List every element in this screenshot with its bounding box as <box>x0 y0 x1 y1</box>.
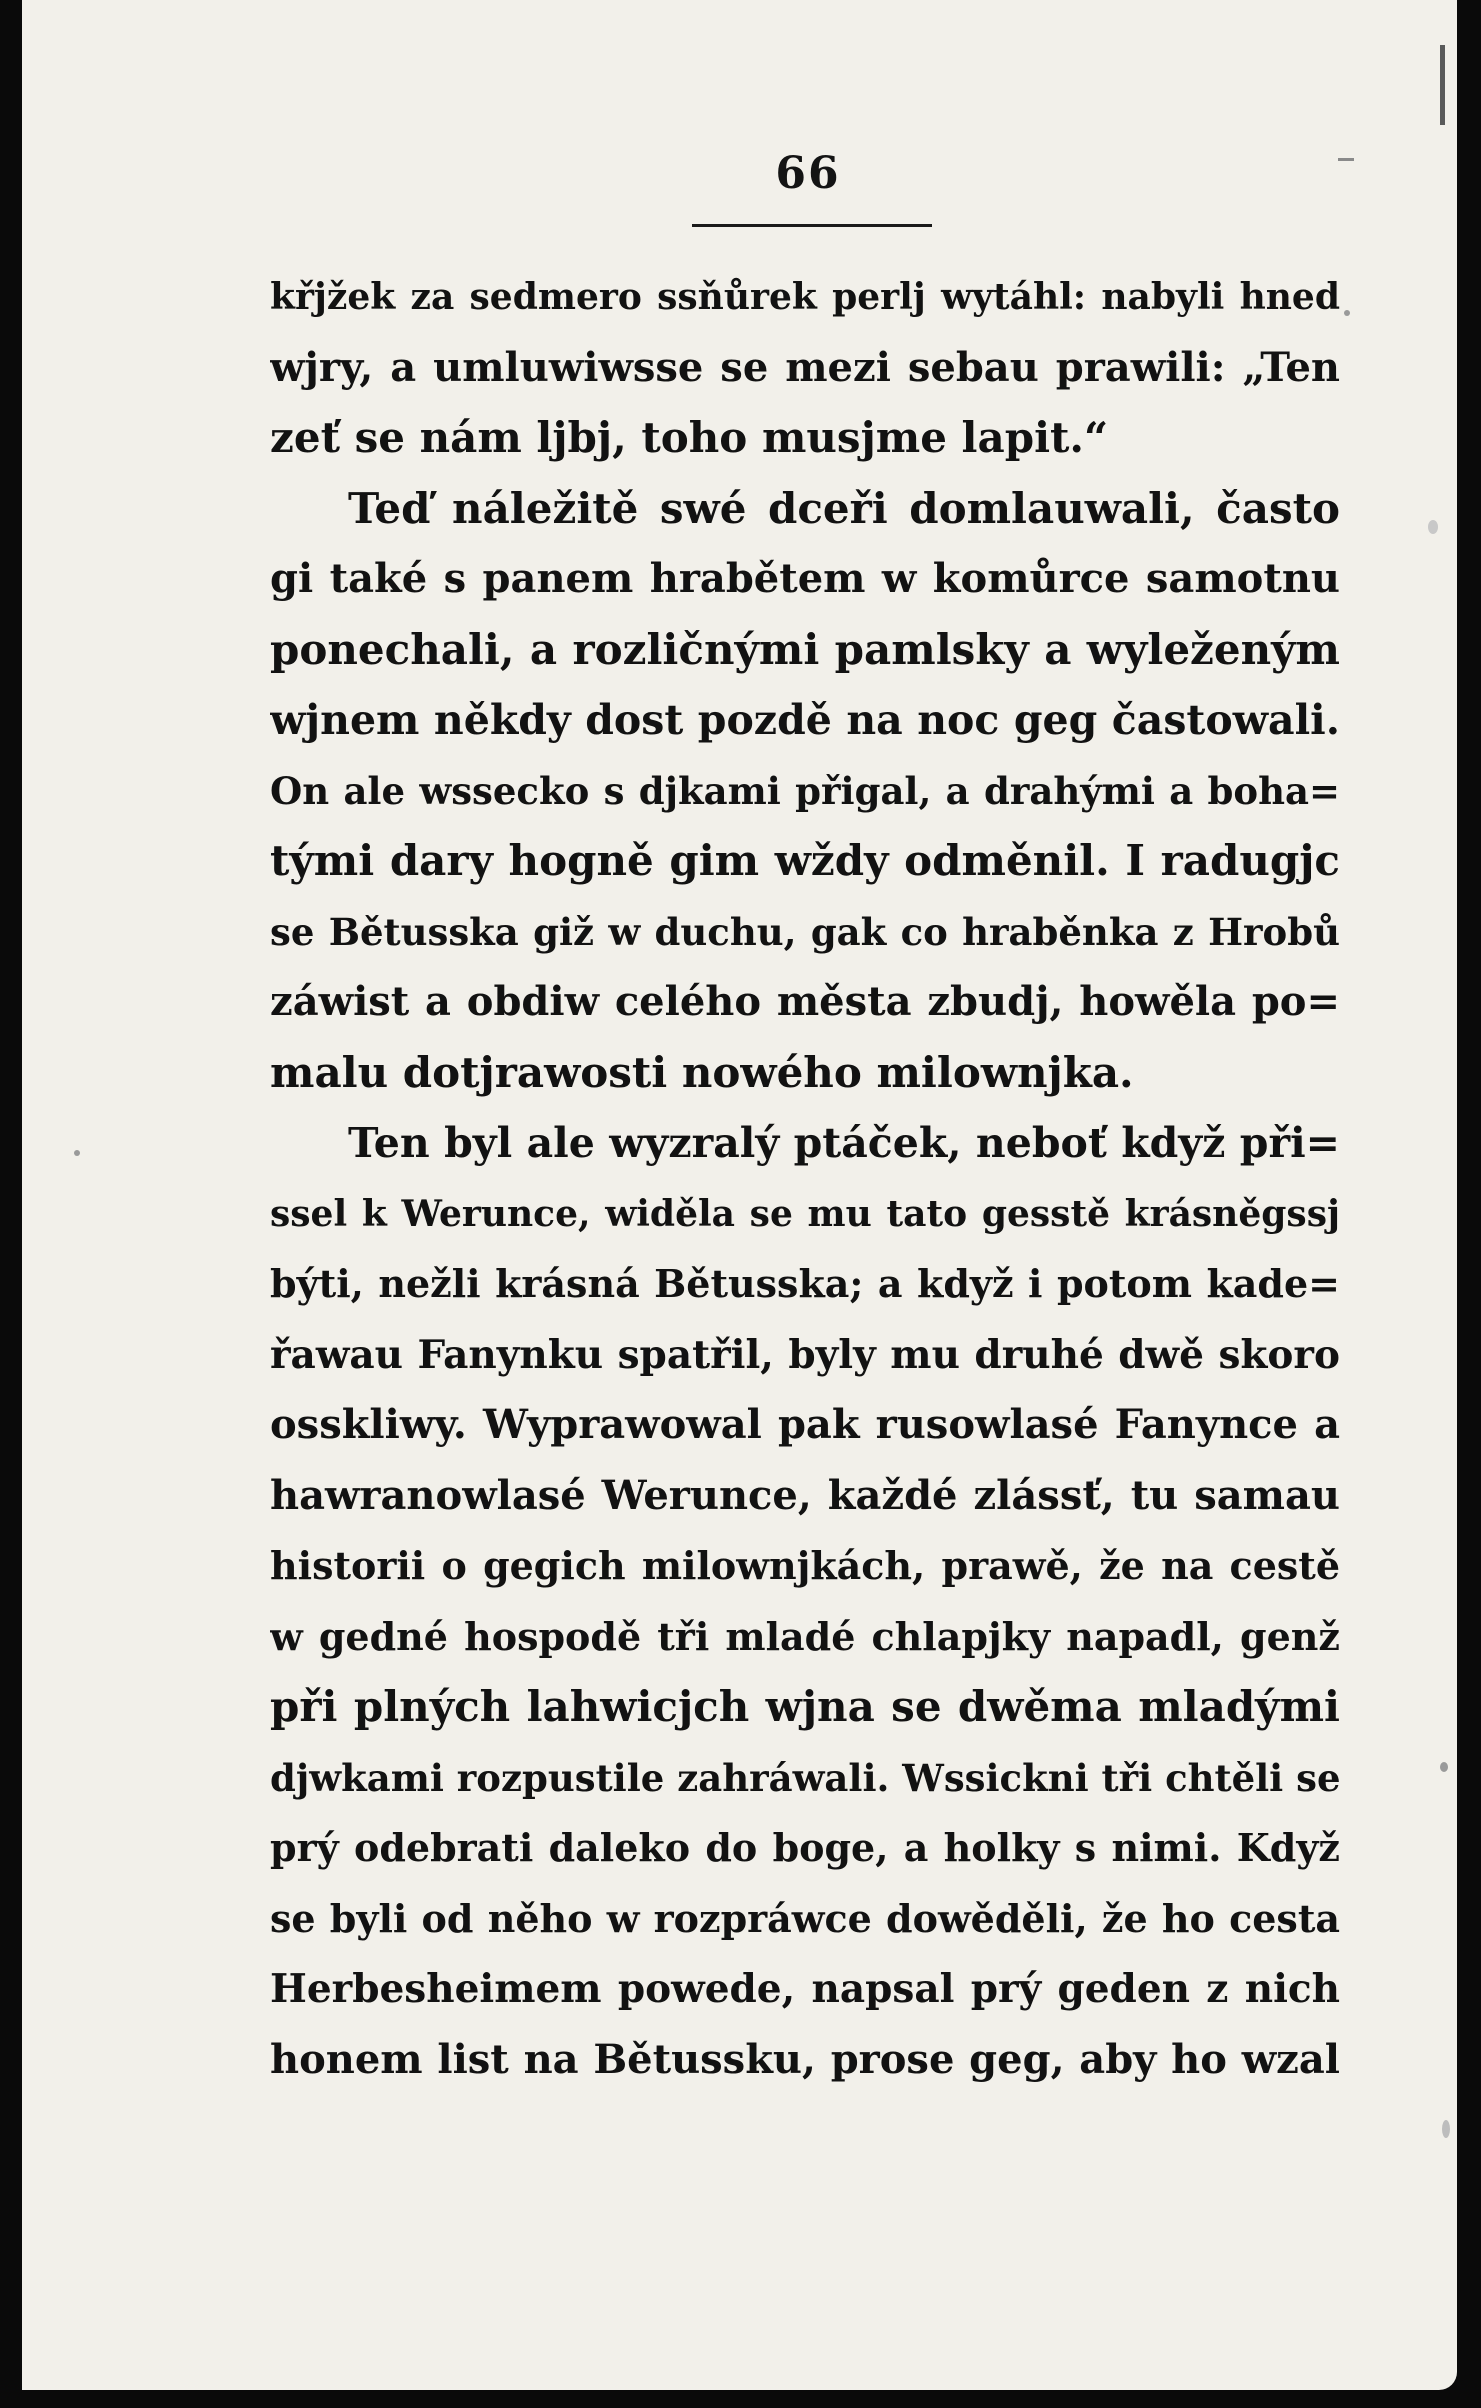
text-line: wjry, a umluwiwsse se mezi sebau prawili: „Ten <box>270 343 1340 391</box>
header-rule <box>692 224 932 227</box>
paper-speck <box>74 1150 80 1156</box>
text-line: tými dary hogně gim wždy odměnil. I radugjc <box>270 836 1340 885</box>
text-line: ponechali, a rozličnými pamlsky a wyleženým <box>270 624 1340 674</box>
text-line: Ten byl ale wyzralý ptáček, neboť když při= <box>348 1119 1340 1167</box>
text-line: hawranowlasé Werunce, každé zlássť, tu samau <box>270 1471 1340 1519</box>
text-line: prý odebrati daleko do boge, a holky s nimi. Když <box>270 1825 1340 1870</box>
text-line: osskliwy. Wyprawowal pak rusowlasé Fanynce a <box>270 1401 1340 1448</box>
paper-speck <box>1428 520 1438 534</box>
text-line: křjžek za sedmero ssňůrek perlj wytáhl: nabyli hned <box>270 276 1340 318</box>
text-line: w gedné hospodě tři mladé chlapjky napadl, genž <box>270 1613 1340 1659</box>
text-line: djwkami rozpustile zahráwali. Wssickni tři chtěli se <box>270 1755 1340 1800</box>
text-line: wjnem někdy dost pozdě na noc geg častowali. <box>270 696 1340 744</box>
text-line: ssel k Werunce, widěla se mu tato gesstě krásněgssj <box>270 1192 1340 1235</box>
text-line: gi také s panem hrabětem w komůrce samotnu <box>270 555 1340 602</box>
text-line: On ale wssecko s djkami přigal, a drahými a boha= <box>270 768 1340 813</box>
text-line: Teď náležitě swé dceři domlauwali, často <box>348 483 1340 533</box>
text-line: při plných lahwicjch wjna se dwěma mladými <box>270 1682 1340 1731</box>
paper-speck <box>1344 310 1350 316</box>
body-text <box>270 262 1340 2095</box>
page-edge-mark <box>1338 158 1354 161</box>
text-line: se Bětusska giž w duchu, gak co hraběnka z Hrobů <box>270 909 1340 954</box>
text-line: zeť se nám ljbj, toho musjme lapit.“ <box>270 413 1109 462</box>
page-number: 66 <box>775 148 841 199</box>
paper-speck <box>1442 2120 1450 2138</box>
paper-speck <box>1440 1762 1448 1772</box>
text-line: malu dotjrawosti nowého milownjka. <box>270 1047 1134 1097</box>
text-line: záwist a obdiw celého města zbudj, howěla po= <box>270 978 1340 1025</box>
page-edge-mark <box>1440 45 1445 125</box>
text-line: se byli od něho w rozpráwce dowěděli, že ho cesta <box>270 1895 1340 1941</box>
book-page <box>22 0 1457 2390</box>
text-line: historii o gegich milownjkách, prawě, že na cestě <box>270 1543 1340 1588</box>
text-line: Herbesheimem powede, napsal prý geden z nich <box>270 1966 1340 2012</box>
text-line: honem list na Bětussku, prose geg, aby ho wzal <box>270 2035 1340 2083</box>
text-line: řawau Fanynku spatřil, byly mu druhé dwě skoro <box>270 1331 1340 1378</box>
text-line: býti, nežli krásná Bětusska; a když i potom kade= <box>270 1261 1340 1306</box>
